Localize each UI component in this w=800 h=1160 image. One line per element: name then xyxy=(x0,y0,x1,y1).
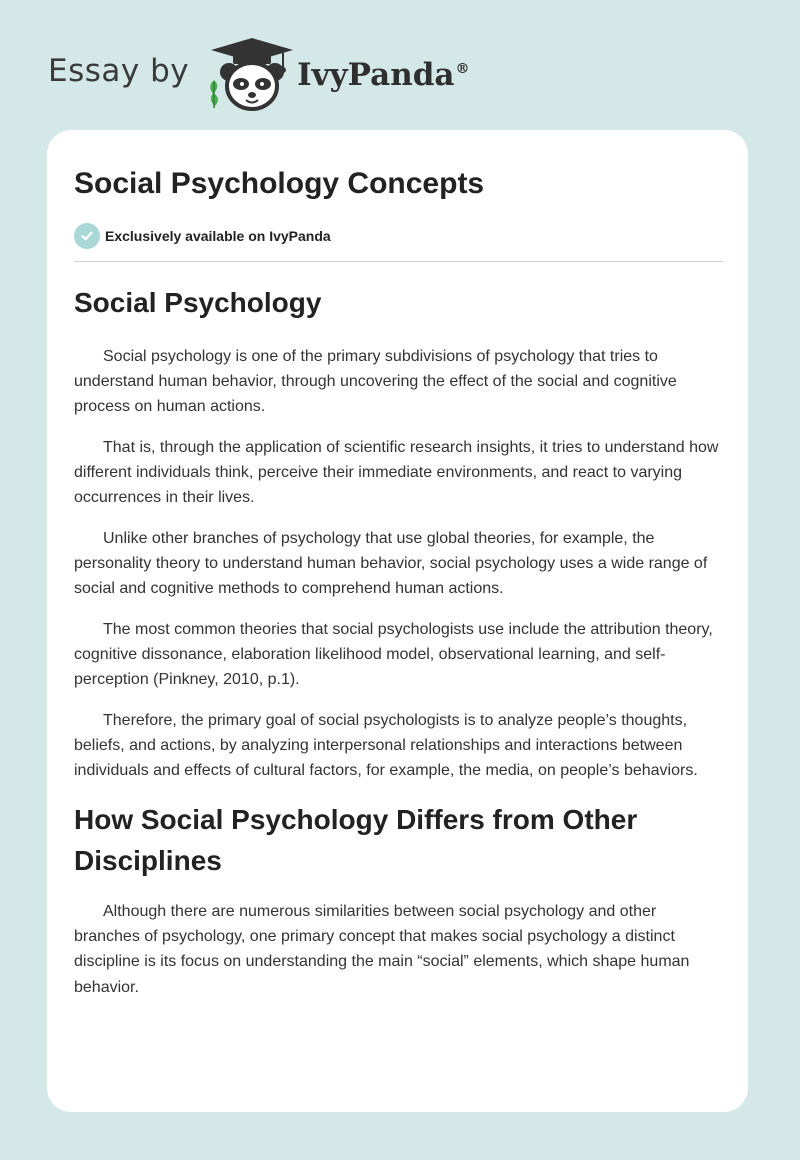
paragraph: Unlike other branches of psychology that use global theories, for example, the personality theory to understand human behavior, social psychology uses a wide range of social and cognitive methods to comprehend human actions. xyxy=(74,530,708,598)
paragraph: The most common theories that social psychologists use include the attribution theory, cognitive dissonance, elaboration likelihood model, observational learning, and self-perception (Pinkney, 2010, p.1). xyxy=(74,621,713,689)
divider xyxy=(74,261,723,262)
trademark-symbol: ® xyxy=(455,61,470,77)
essay-by-label: Essay by xyxy=(48,53,190,89)
brand-header[interactable] xyxy=(48,34,470,114)
essay-card xyxy=(47,130,748,1112)
section-heading: How Social Psychology Differs from Other Disciplines xyxy=(74,804,638,876)
paragraph: Therefore, the primary goal of social psychologists is to analyze people’s thoughts, beliefs, and actions, by analyzing interpersonal relationships and interactions between individuals and effects of cultural factors, for example, the media, on people’s behaviors. xyxy=(74,712,698,780)
page-title: Social Psychology Concepts xyxy=(74,167,485,200)
check-circle-icon xyxy=(74,223,100,249)
badge-text: Exclusively available on IvyPanda xyxy=(105,228,331,244)
paragraph: Although there are numerous similarities between social psychology and other branches of psychology, one primary concept that makes social psychology a distinct discipline is its focus on understanding the main “social” elements, which shape human behavior. xyxy=(74,903,690,996)
section-heading: Social Psychology xyxy=(74,287,322,318)
exclusive-badge xyxy=(74,222,721,250)
panda-graduate-icon xyxy=(205,34,299,114)
paragraph: Social psychology is one of the primary subdivisions of psychology that tries to understand human behavior, through uncovering the effect of the social and cognitive process on human actions. xyxy=(74,348,677,416)
paragraph: That is, through the application of scientific research insights, it tries to understand how different individuals think, perceive their immediate environments, and react to varying occurrences in their lives. xyxy=(74,439,719,507)
brand-name: IvyPanda® xyxy=(297,57,470,93)
